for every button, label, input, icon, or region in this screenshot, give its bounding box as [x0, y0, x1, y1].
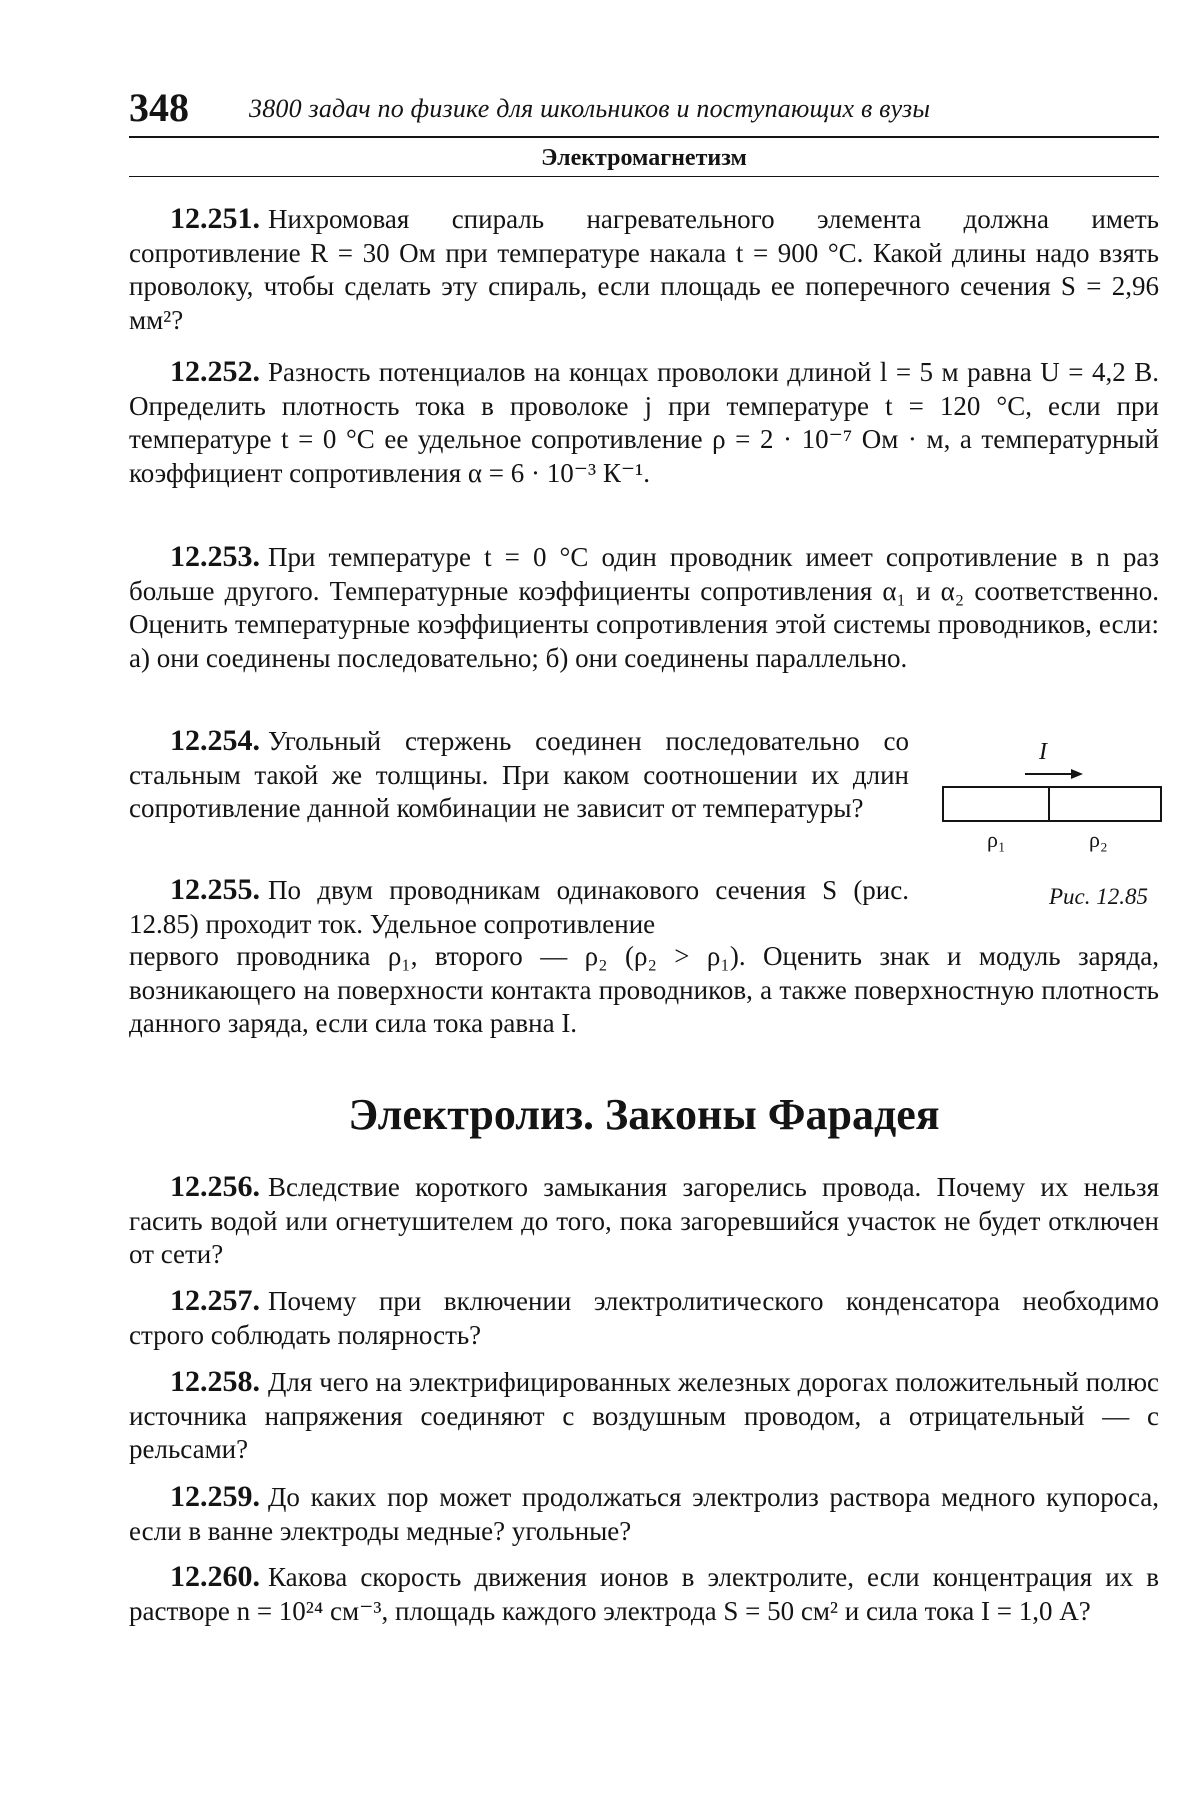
problem-number: 12.253. [170, 540, 260, 573]
problem-12-253 [129, 540, 1159, 675]
problem-number: 12.254. [170, 724, 260, 757]
problem-text: Угольный стержень соединен последовательно со стальным такой же толщины. При каком соотношении их длин сопротивление данной комбинации не зависит от температуры? [129, 726, 909, 823]
current-label: I [1039, 739, 1047, 765]
problem-text-narrow: По двум проводникам одинакового сечения S (рис. 12.85) проходит ток. Удельное сопротивление [129, 875, 909, 939]
problem-number: 12.255. [170, 873, 260, 906]
problem-number: 12.252. [170, 355, 260, 388]
problem-text: Нихромовая спираль нагревательного элемента должна иметь сопротивление R = 30 Ом при температуре накала t = 900 °С. Какой длины надо взять проволоку, чтобы сделать эту спираль, если площадь ее поперечного сечения S = 2,96 мм²? [129, 204, 1159, 335]
figure-caption: Рис. 12.85 [1049, 884, 1149, 909]
problem-12-260 [129, 1560, 1159, 1628]
header-rule-top [129, 136, 1159, 138]
figure-12-85 [929, 733, 1169, 913]
problem-text: До каких пор может продолжаться электролиз раствора медного купороса, если в ванне электроды медные? угольные? [129, 1482, 1159, 1546]
problem-text: Разность потенциалов на концах проволоки длиной l = 5 м равна U = 4,2 В. Определить плотность тока в проволоке j при температуре t = 120 °С, если при температуре t = 0 °С ее удельное сопротивление ρ = 2 · 10⁻⁷ Ом · м, а температурный коэффициент сопротивления α = 6 · 10⁻³ К⁻¹. [129, 357, 1159, 488]
problem-number: 12.256. [170, 1170, 260, 1203]
problem-12-252 [129, 355, 1159, 490]
problem-number: 12.258. [170, 1365, 260, 1398]
problem-12-256 [129, 1170, 1159, 1272]
problem-12-258 [129, 1365, 1159, 1467]
chapter-heading: Электролиз. Законы Фарадея [348, 1090, 940, 1139]
problem-12-251 [129, 202, 1159, 337]
problem-text: Какова скорость движения ионов в электролите, если концентрация их в растворе n = 10²⁴ см⁻³, площадь каждого электрода S = 50 см² и сила тока I = 1,0 А? [129, 1562, 1159, 1626]
page-number: 348 [129, 85, 189, 130]
problem-text: Почему при включении электролитического конденсатора необходимо строго соблюдать полярность? [129, 1286, 1159, 1350]
rho1-label: ρ₁ [987, 827, 1006, 852]
section-name: Электромагнетизм [541, 145, 747, 171]
current-arrow-icon [1025, 769, 1083, 779]
problem-12-255-continued [129, 940, 1159, 1041]
header-rule-bottom [129, 176, 1159, 177]
page-header [129, 86, 1159, 130]
rho2-label: ρ₂ [1089, 827, 1108, 852]
problem-text: При температуре t = 0 °С один проводник имеет сопротивление в n раз больше другого. Температурные коэффициенты сопротивления α₁ и α₂ соответственно. Оценить температурные коэффициенты сопротивления этой системы проводников, если: а) они соединены последовательно; б) они соединены параллельно. [129, 542, 1159, 673]
problem-text: первого проводника ρ₁, второго — ρ₂ (ρ₂ > ρ₁). Оценить знак и модуль заряда, возникающего на поверхности контакта проводников, а также поверхностную плотность данного заряда, если сила тока равна I. [129, 941, 1159, 1038]
problem-text: Для чего на электрифицированных железных дорогах положительный полюс источника напряжения соединяют с воздушным проводом, а отрицательный — с рельсами? [129, 1367, 1159, 1464]
problem-12-255 [129, 873, 909, 941]
conductor-pair [943, 787, 1161, 821]
book-title: 3800 задач по физике для школьников и поступающих в вузы [249, 94, 931, 123]
problem-number: 12.251. [170, 202, 260, 235]
problem-12-254 [129, 724, 909, 826]
problem-text: Вследствие короткого замыкания загорелись провода. Почему их нельзя гасить водой или огнетушителем до того, пока загоревшийся участок не будет отключен от сети? [129, 1172, 1159, 1269]
conductors-diagram [929, 733, 1169, 883]
problem-12-257 [129, 1284, 1159, 1352]
problem-number: 12.257. [170, 1284, 260, 1317]
problem-12-259 [129, 1480, 1159, 1548]
problem-number: 12.259. [170, 1480, 260, 1513]
problem-number: 12.260. [170, 1560, 260, 1593]
